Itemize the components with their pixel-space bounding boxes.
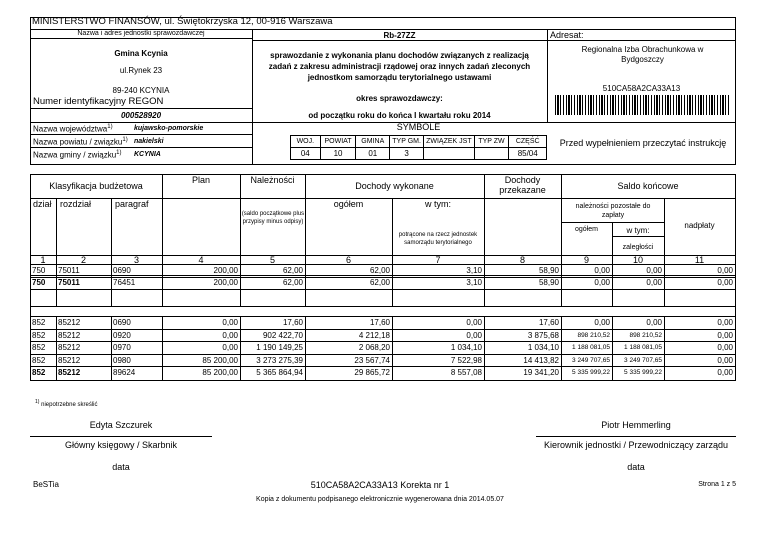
column-number: 7 xyxy=(435,255,441,265)
regon-value: 000528920 xyxy=(120,111,162,120)
col-w-tym: w tym: xyxy=(425,199,451,209)
copy-note: Kopia z dokumentu podpisanego elektronicznie wygenerowana dnia 2014.05.07 xyxy=(256,496,504,503)
column-number: 4 xyxy=(198,255,204,265)
table-cell: 8 557,08 xyxy=(450,368,482,377)
column-number: 10 xyxy=(632,255,643,265)
table-cell: 85212 xyxy=(58,343,81,352)
col-dochody-wykonane: Dochody wykonane xyxy=(355,181,434,191)
table-cell: 62,00 xyxy=(369,266,390,275)
voivodeship-value: kujawsko-pomorskie xyxy=(134,125,204,132)
form-code: Rb-27ZZ xyxy=(383,31,416,40)
table-cell: 5 335 999,22 xyxy=(624,369,662,376)
table-cell: 852 xyxy=(32,356,46,365)
table-cell: 750 xyxy=(32,266,46,275)
col-dzial: dział xyxy=(33,199,52,209)
table-cell: 17,60 xyxy=(538,318,559,327)
table-cell: 750 xyxy=(32,278,46,287)
ministry-line: MINISTERSTWO FINANSÓW, ul. Świętokrzyska 12, 00-916 Warszawa xyxy=(32,16,333,27)
table-cell: 898 210,52 xyxy=(629,332,662,339)
table-cell: 0690 xyxy=(113,318,131,327)
col-plan: Plan xyxy=(191,175,210,185)
date-right: data xyxy=(627,462,645,472)
col-nadplaty: nadpłaty xyxy=(684,221,715,230)
table-cell: 17,60 xyxy=(282,318,303,327)
table-cell: 0,00 xyxy=(717,266,733,275)
table-cell: 0980 xyxy=(113,356,131,365)
col-zalegle: zaległości xyxy=(622,244,654,251)
symbol-col: TYP GM. xyxy=(390,136,424,148)
table-cell: 85212 xyxy=(58,356,81,365)
regon-label: Numer identyfikacyjny REGON xyxy=(33,96,164,107)
table-cell: 5 365 864,94 xyxy=(256,368,303,377)
table-cell: 5 335 999,22 xyxy=(572,369,610,376)
table-cell: 852 xyxy=(32,368,46,377)
table-cell: 852 xyxy=(32,343,46,352)
symbol-val: 04 xyxy=(291,148,321,160)
column-number: 6 xyxy=(345,255,351,265)
table-cell: 0920 xyxy=(113,331,131,340)
col-w-tym-saldo: w tym: xyxy=(626,226,650,235)
col-naleznosci: Należności xyxy=(250,175,295,185)
table-cell: 4 212,18 xyxy=(358,331,390,340)
table-cell: 62,00 xyxy=(369,278,390,287)
table-cell: 0,00 xyxy=(646,266,662,275)
table-cell: 0,00 xyxy=(594,266,610,275)
table-cell: 0,00 xyxy=(717,368,733,377)
table-cell: 0,00 xyxy=(466,318,482,327)
footnote: $^{1)}$ niepotrzebne skreślić xyxy=(35,399,98,408)
table-cell: 3 249 707,65 xyxy=(572,357,610,364)
symbol-col: POWIAT xyxy=(320,136,356,148)
symbol-col: CZĘŚĆ xyxy=(509,136,547,148)
unit-city: 89-240 KCYNIA xyxy=(112,86,170,95)
document-reference: 510CA58A2CA33A13 Korekta nr 1 xyxy=(310,480,450,490)
table-cell: 19 341,20 xyxy=(523,368,559,377)
table-cell: 85212 xyxy=(58,368,81,377)
symbol-col: WOJ. xyxy=(291,136,321,148)
table-cell: 0,00 xyxy=(466,331,482,340)
column-number: 2 xyxy=(80,255,86,265)
column-number: 5 xyxy=(269,255,275,265)
document-id: 510CA58A2CA33A13 xyxy=(602,84,681,93)
table-cell: 1 034,10 xyxy=(527,343,559,352)
table-cell: 23 567,74 xyxy=(354,356,390,365)
table-cell: 0,00 xyxy=(222,331,238,340)
symbol-val xyxy=(474,148,509,160)
table-cell: 852 xyxy=(32,331,46,340)
table-cell: 85 200,00 xyxy=(202,368,238,377)
col-ogolem-saldo: ogółem xyxy=(575,226,598,233)
table-cell: 0,00 xyxy=(717,318,733,327)
symbol-val: 85/04 xyxy=(509,148,547,160)
table-cell: 76451 xyxy=(113,278,136,287)
table-cell: 3 273 275,39 xyxy=(256,356,303,365)
table-cell: 1 188 081,05 xyxy=(624,344,662,351)
table-cell: 0,00 xyxy=(646,318,662,327)
column-number: 11 xyxy=(694,255,705,265)
signer-right: Piotr Hemmerling xyxy=(601,420,671,430)
software-label: BeSTia xyxy=(33,480,59,489)
symbol-val: 10 xyxy=(320,148,356,160)
table-cell: 0,00 xyxy=(222,318,238,327)
table-cell: 0,00 xyxy=(222,343,238,352)
col-naleznosci-pozostale: należności pozostałe do zapłaty xyxy=(575,203,651,219)
table-cell: 17,60 xyxy=(369,318,390,327)
role-left: Główny księgowy / Skarbnik xyxy=(64,440,178,450)
table-cell: 1 188 081,05 xyxy=(572,344,610,351)
table-cell: 1 034,10 xyxy=(450,343,482,352)
table-cell: 902 422,70 xyxy=(262,331,303,340)
symbol-col: GMINA xyxy=(356,136,390,148)
unit-label: Nazwa i adres jednostki sprawozdawczej xyxy=(77,30,205,37)
role-right: Kierownik jednostki / Przewodniczący zarządu xyxy=(543,440,729,450)
addressee-label: Adresat: xyxy=(550,30,584,40)
addressee-name: Regionalna Izba Obrachunkowa w Bydgoszczy xyxy=(581,45,704,64)
symbol-val: 01 xyxy=(356,148,390,160)
unit-street: ul.Rynek 23 xyxy=(119,66,163,75)
county-value: nakielski xyxy=(134,138,164,145)
column-number: 8 xyxy=(519,255,525,265)
table-cell: 62,00 xyxy=(282,278,303,287)
signer-left: Edyta Szczurek xyxy=(89,420,153,430)
symbols-table xyxy=(290,135,547,160)
table-cell: 898 210,52 xyxy=(577,332,610,339)
col-ogolem: ogółem xyxy=(333,199,364,209)
symbol-col: ZWIĄZEK JST xyxy=(424,136,475,148)
gmina-label: Nazwa gminy / związku$^{1)}$ xyxy=(33,150,122,160)
table-cell: 200,00 xyxy=(213,266,238,275)
period-value: od początku roku do końca I kwartału roku 2014 xyxy=(308,111,491,120)
table-cell: 0970 xyxy=(113,343,131,352)
col-dochody-przekazane: Dochody przekazane xyxy=(499,175,546,195)
table-cell: 85212 xyxy=(58,318,81,327)
barcode-image xyxy=(555,95,729,115)
table-cell: 0,00 xyxy=(594,318,610,327)
column-number: 9 xyxy=(583,255,589,265)
table-cell: 89624 xyxy=(113,368,136,377)
table-cell: 200,00 xyxy=(213,278,238,287)
table-cell: 3,10 xyxy=(466,278,482,287)
instruction-note: Przed wypełnieniem przeczytać instrukcję xyxy=(559,138,727,148)
symbol-col: TYP ZW xyxy=(474,136,509,148)
table-cell: 852 xyxy=(32,318,46,327)
table-cell: 58,90 xyxy=(538,278,559,287)
symbols-label: SYMBOLE xyxy=(396,122,441,132)
table-cell: 7 522,98 xyxy=(450,356,482,365)
date-left: data xyxy=(112,462,130,472)
col-paragraf: paragraf xyxy=(115,199,149,209)
table-cell: 14 413,82 xyxy=(523,356,559,365)
table-cell: 62,00 xyxy=(282,266,303,275)
table-cell: 2 068,20 xyxy=(358,343,390,352)
table-cell: 3 249 707,65 xyxy=(624,357,662,364)
symbol-val: 3 xyxy=(390,148,424,160)
table-cell: 0,00 xyxy=(717,331,733,340)
table-cell: 1 190 149,25 xyxy=(256,343,303,352)
col-saldo-koncowe: Saldo końcowe xyxy=(617,181,679,191)
symbol-val xyxy=(424,148,475,160)
column-number: 3 xyxy=(133,255,139,265)
potracone-note: potrącone na rzecz jednostek samorządu terytorialnego xyxy=(398,232,478,246)
table-cell: 0690 xyxy=(113,266,131,275)
table-cell: 0,00 xyxy=(717,356,733,365)
table-cell: 29 865,72 xyxy=(354,368,390,377)
col-klasyfikacja: Klasyfikacja budżetowa xyxy=(49,181,143,191)
col-rozdzial: rozdział xyxy=(60,199,92,209)
voivodeship-label: Nazwa województwa$^{1)}$ xyxy=(33,124,113,134)
table-cell: 75011 xyxy=(58,278,80,287)
table-cell: 3 875,68 xyxy=(527,331,559,340)
table-cell: 0,00 xyxy=(717,278,733,287)
column-number: 1 xyxy=(40,255,46,265)
table-cell: 3,10 xyxy=(466,266,482,275)
table-cell: 0,00 xyxy=(594,278,610,287)
report-title: sprawozdanie z wykonania planu dochodów związanych z realizacją zadań z zakresu administracji rządowej oraz innych zadań zleconych jednostkom samorządu terytorialnego ustawami xyxy=(268,51,531,82)
period-label: okres sprawozdawczy: xyxy=(356,94,443,103)
table-cell: 85 200,00 xyxy=(202,356,238,365)
table-cell: 0,00 xyxy=(646,278,662,287)
table-cell: 58,90 xyxy=(538,266,559,275)
page-number: Strona 1 z 5 xyxy=(698,481,736,488)
naleznosci-note: (saldo początkowe plus przypisy minus odpisy) xyxy=(241,211,305,225)
gmina-value: KCYNIA xyxy=(134,151,161,158)
table-cell: 0,00 xyxy=(717,343,733,352)
unit-name: Gmina Kcynia xyxy=(114,49,168,58)
table-cell: 75011 xyxy=(58,266,80,275)
table-cell: 85212 xyxy=(58,331,81,340)
county-label: Nazwa powiatu / związku$^{1)}$ xyxy=(33,137,128,147)
